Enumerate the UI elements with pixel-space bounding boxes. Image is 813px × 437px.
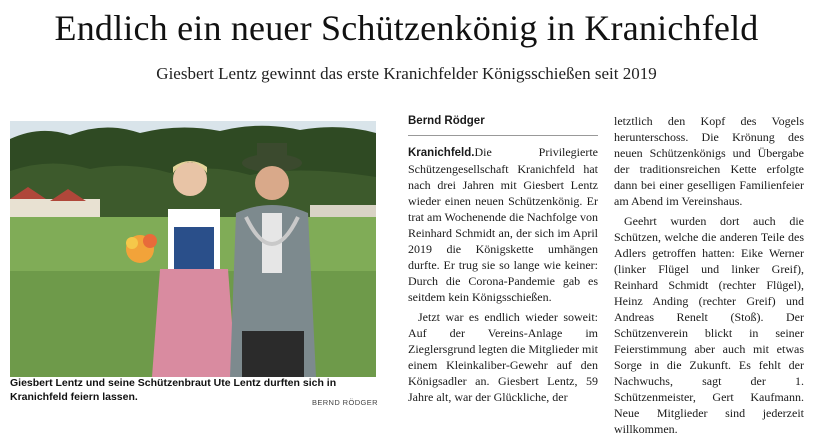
photo-credit: BERND RÖDGER [311, 398, 378, 407]
photo-caption: Giesbert Lentz und seine Schützenbraut Ute Lentz durften sich in Kranichfeld feiern lassen. [10, 377, 337, 403]
paragraph-1-text: Die Privilegierte Schützengesellschaft Kranichfeld hat nach drei Jahren mit Giesbert Lentz wieder einen neuen Schützenkönig. Er trat am Wochenende die Nachfolge von Reinhard Schmidt an, der sich im April 2019 die Königskette umhängen durfte. Er trug sie so lange wie keiner: Durch die Corona-Pandemie gab es seitdem kein Königsschießen. [408, 145, 598, 304]
article-column-1 [408, 113, 598, 405]
article-paragraph-2: Jetzt war es endlich wieder soweit: Auf der Vereins-Anlage im Zieglersgrund legten die Mitglieder mit einem Kleinkaliber-Gewehr auf den Königsadler an. Giesbert Lentz, 59 Jahre alt, war der Glückliche, der [408, 310, 598, 404]
article-paragraph-3: letztlich den Kopf des Vogels herunterschoss. Die Krönung des neuen Schützenkönigs und Übergabe der traditionsreichen Kette erfolgte dann bei einer geselligen Familienfeier am Abend im Vereinshaus. [614, 114, 804, 208]
article-paragraph-4: Geehrt wurden dort auch die Schützen, welche die anderen Teile des Adlers getroffen hatten: Eike Werner (linker Flügel und linker Greif), Reinhard Schmidt (rechter Flügel), Heinz Anding (rechter Greif) und Andreas Renelt (Stoß). Der Schützenverein blickt in seiner Feierstimmung aber auch mit etwas Sorge in die Zukunft. Es fehlt der Nachwuchs, sagt der 1. Schützenmeister, Gert Kaufmann. Neue Mitglieder sind jederzeit willkommen. [614, 214, 804, 436]
subheadline: Giesbert Lentz gewinnt das erste Kranichfelder Königsschießen seit 2019 [156, 64, 657, 83]
photo-illustration [10, 121, 376, 377]
article-paragraph-1 [408, 144, 598, 305]
dateline: Kranichfeld. [408, 147, 475, 159]
article-photo [10, 121, 376, 377]
headline: Endlich ein neuer Schützenkönig in Kranichfeld [54, 8, 759, 48]
author-divider [408, 135, 598, 136]
author-name: Bernd Rödger [408, 115, 485, 127]
article-column-2 [614, 113, 804, 437]
